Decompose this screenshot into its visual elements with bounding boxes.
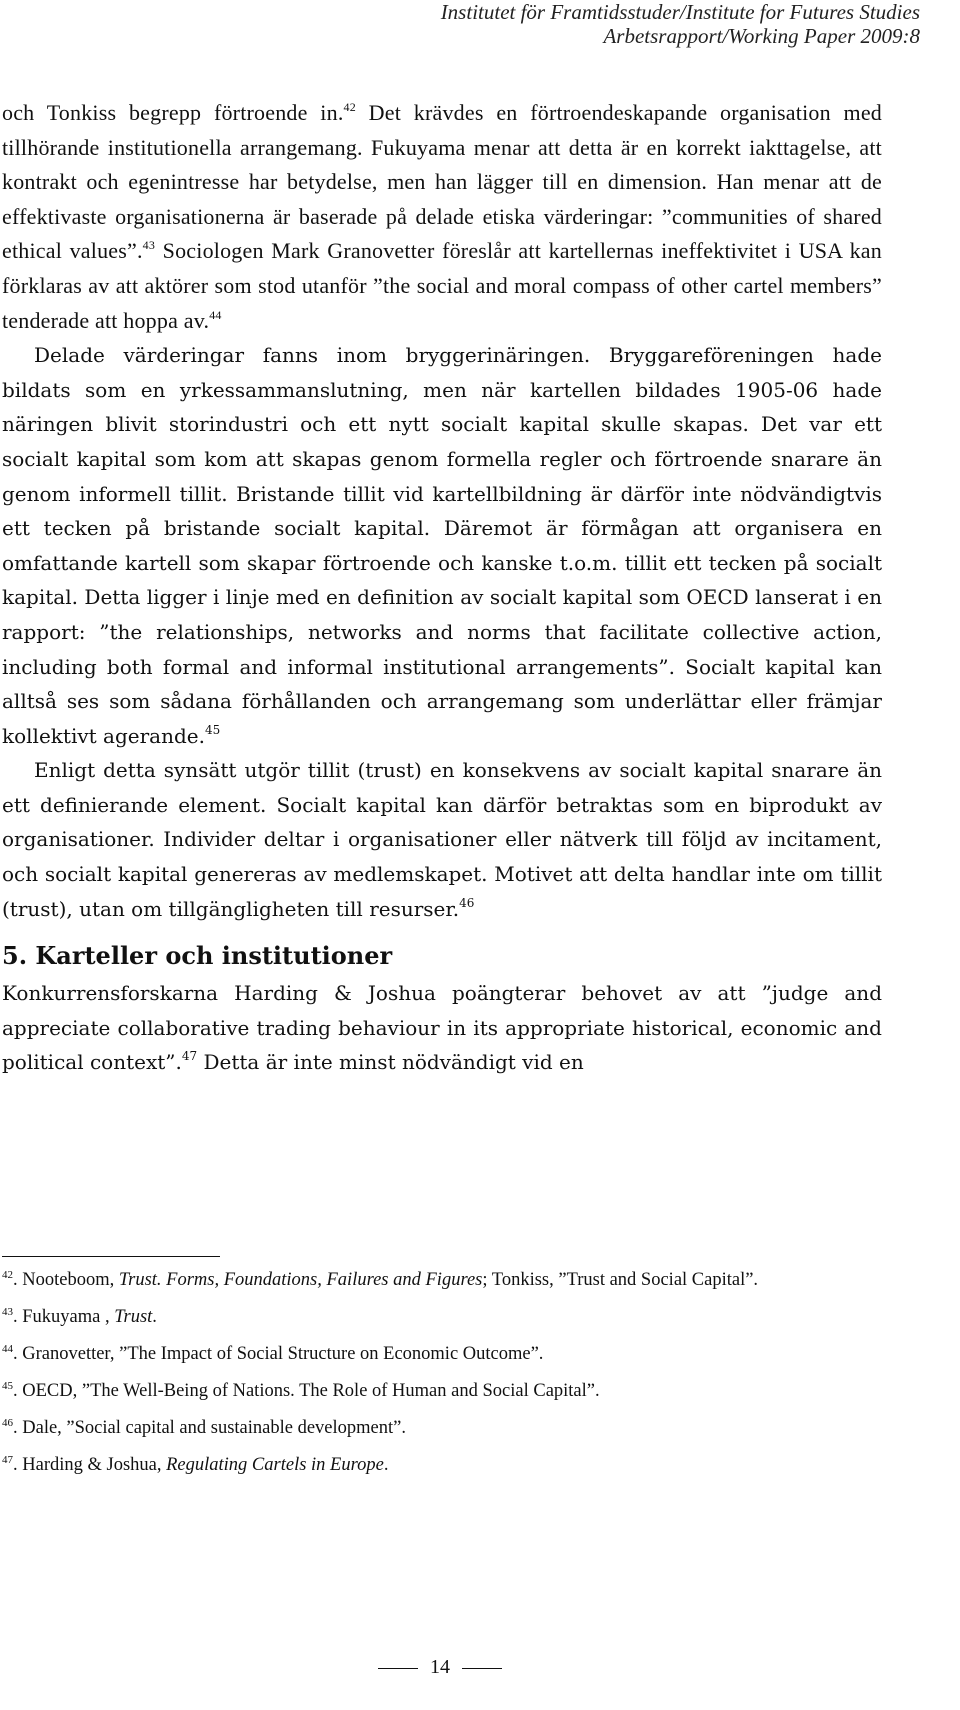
footnote-number: 45 [2, 1380, 13, 1392]
footnote-46 [2, 1413, 882, 1443]
footnote-ref-44[interactable]: 44 [209, 307, 222, 322]
footnote-number: 47 [2, 1454, 13, 1466]
footnote-number: 44 [2, 1343, 13, 1355]
paragraph-3-text: Enligt detta synsätt utgör tillit (trust) en konsekvens av socialt kapital snarare än ett definierande element. Socialt kapital kan därför betraktas som en biprodukt av organisationer. Individer deltar i organisationer eller nätverk till följd av incitament, och socialt kapital genereras av medlemskapet. Motivet att delta handlar inte om tillit (trust), utan om tillgängligheten till resurser. [2, 758, 882, 921]
footnote-43 [2, 1302, 882, 1332]
footnote-title: Trust. Forms, Foundations, Failures and Figures [118, 1270, 483, 1290]
paragraph-2 [2, 338, 882, 753]
main-text [2, 96, 882, 1080]
paragraph-4-text-b: Detta är inte minst nödvändigt vid en [197, 1050, 584, 1075]
footnote-45 [2, 1376, 882, 1406]
footnote-47 [2, 1450, 882, 1480]
paragraph-1-text-c: Sociologen Mark Granovetter föreslår att kartellernas ineffektivitet i USA kan förklaras av att aktörer som stod utanför ”the social and moral compass of other cartel members” tenderade att hoppa av. [2, 238, 882, 333]
paragraph-4 [2, 976, 882, 1080]
footnote-ref-46[interactable]: 46 [459, 895, 475, 910]
footnote-text: . Harding & Joshua, [13, 1455, 167, 1475]
footnote-text-end: . [383, 1455, 389, 1475]
footnote-text: . Nooteboom, [13, 1270, 119, 1290]
footnote-ref-43[interactable]: 43 [142, 238, 156, 253]
footnote-ref-45[interactable]: 45 [204, 722, 221, 737]
page-number-block [0, 1647, 880, 1687]
footnote-title: Trust [114, 1307, 153, 1327]
footnote-ref-42[interactable]: 42 [343, 100, 356, 114]
paragraph-1-text-b: Det krävdes en förtroendeskapande organisation med tillhörande institutionella arrangemang. Fukuyama menar att detta är en korrekt iakttagelse, att kontrakt och egenintresse har betydelse, men han lägger till en dimension. Han menar att de effektivaste organisationerna är baserade på delade etiska värderingar: ”communities of shared ethical values”. [2, 100, 882, 264]
footnote-number: 46 [2, 1417, 13, 1429]
footnote-number: 43 [2, 1306, 13, 1318]
footnote-text: . Granovetter, ”The Impact of Social Structure on Economic Outcome”. [13, 1344, 544, 1364]
footnote-number: 42 [2, 1269, 13, 1281]
paragraph-2-text: Delade värderingar fanns inom bryggerinäringen. Bryggareföreningen hade bildats som en yrkessammanslutning, men när kartellen bildades 1905-06 hade näringen blivit storindustri och ett nytt socialt kapital skulle skapas. Det var ett socialt kapital som kom att skapas genom formella regler och förtroende snarare än genom informell tillit. Bristande tillit vid kartellbildning är därför inte nödvändigtvis ett tecken på bristande socialt kapital. Däremot är förmågan att organisera en omfattande kartell som skapar förtroende och kanske t.o.m. tillit ett tecken på socialt kapital. Detta ligger i linje med en definition av socialt kapital som OECD lanserat i en rapport: ”the relationships, networks and norms that facilitate collective action, including both formal and informal institutional arrangements”. Socialt kapital kan alltså ses som sådana förhållanden och arrangemang som underlättar eller främjar kollektivt agerande. [2, 343, 882, 748]
footnote-text-end: . [152, 1307, 157, 1327]
footnote-text: . Dale, ”Social capital and sustainable development”. [13, 1418, 406, 1438]
footnote-44 [2, 1339, 882, 1369]
footnote-text: . OECD, ”The Well-Being of Nations. The Role of Human and Social Capital”. [13, 1381, 600, 1401]
footnote-title: Regulating Cartels in Europe [166, 1455, 384, 1475]
footnotes [2, 1265, 882, 1487]
footnote-ref-47[interactable]: 47 [181, 1049, 198, 1064]
paragraph-1-text-a: och Tonkiss begrepp förtroende in. [2, 100, 344, 125]
page-number-dash-right [462, 1668, 502, 1669]
footnote-text: . Fukuyama , [13, 1307, 115, 1327]
footnote-separator [2, 1256, 220, 1257]
header-working-paper: Arbetsrapport/Working Paper 2009:8 [603, 24, 920, 48]
paragraph-4-text-a: Konkurrensforskarna Harding & Joshua poängterar behovet av att ”judge and appreciate collaborative trading behaviour in its appropriate historical, economic and political context”. [2, 981, 882, 1075]
page-number: 14 [430, 1656, 450, 1678]
footnote-42 [2, 1265, 882, 1295]
header-institute: Institutet för Framtidsstuder/Institute for Futures Studies [440, 0, 920, 24]
paragraph-3 [2, 753, 882, 926]
footnote-text-end: ; Tonkiss, ”Trust and Social Capital”. [482, 1270, 759, 1290]
paragraph-1 [2, 96, 882, 338]
page-number-dash-left [378, 1668, 418, 1669]
section-heading: 5. Karteller och institutioner [2, 941, 393, 971]
running-header [0, 0, 920, 48]
